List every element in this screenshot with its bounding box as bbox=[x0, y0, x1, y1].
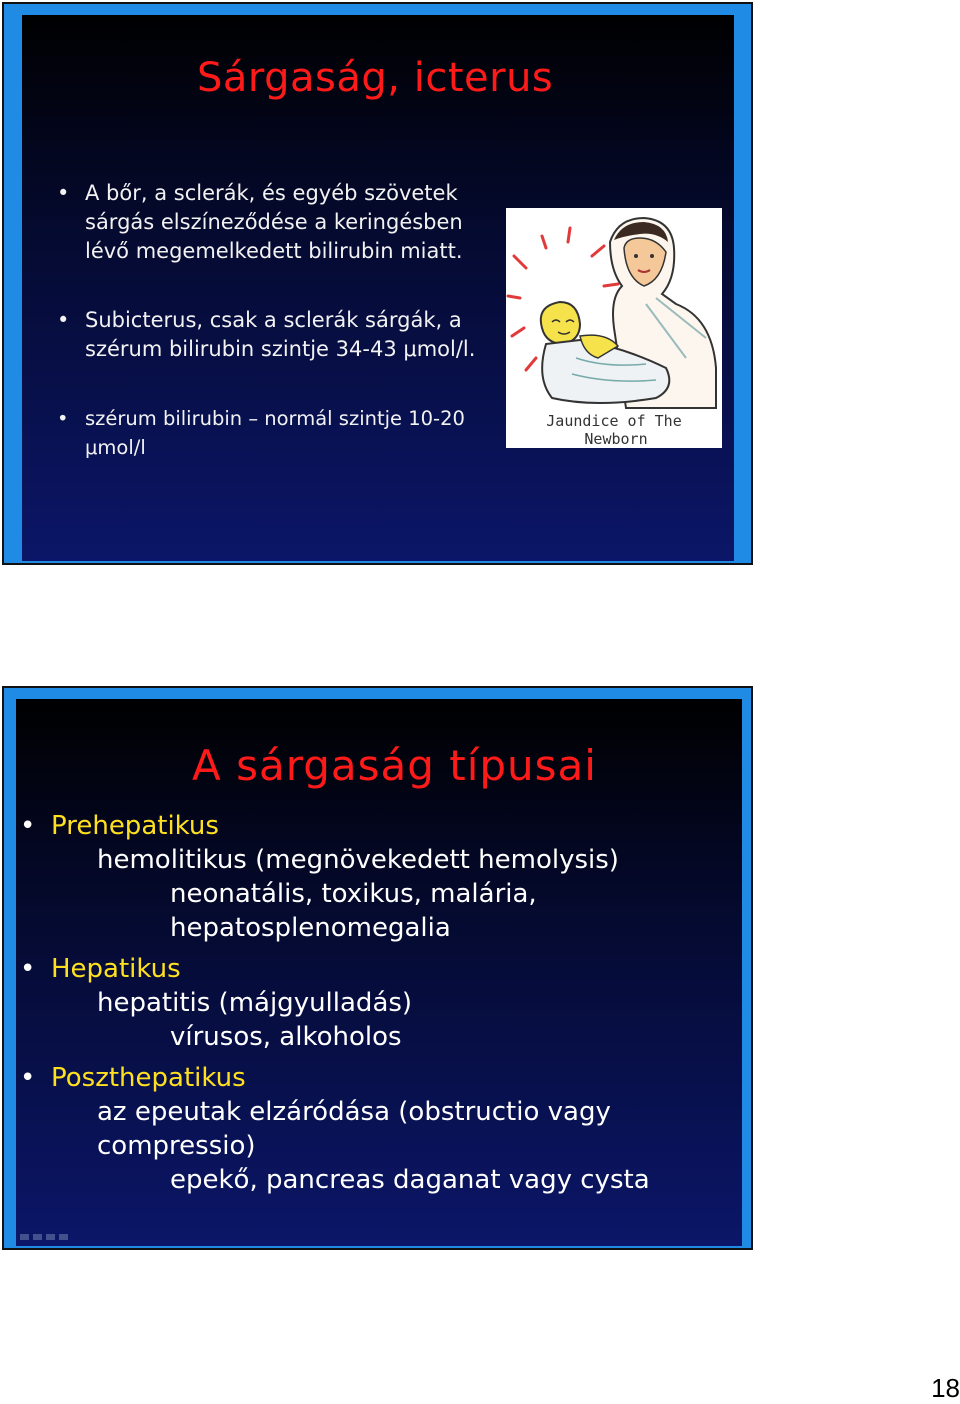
category-prehepatic bbox=[20, 809, 730, 843]
category-detail: hemolitikus (megnövekedett hemolysis) bbox=[97, 845, 619, 875]
slide-1 bbox=[2, 2, 753, 565]
category-subdetail: neonatális, toxikus, malária, bbox=[170, 879, 537, 909]
prev-slide-icon[interactable] bbox=[20, 1234, 29, 1240]
category-detail: compressio) bbox=[97, 1131, 256, 1161]
category-label: Poszthepatikus bbox=[51, 1063, 246, 1093]
pen-icon[interactable] bbox=[33, 1234, 42, 1240]
category-subdetail: hepatosplenomegalia bbox=[170, 913, 451, 943]
category-hepatic bbox=[20, 952, 730, 986]
category-detail: hepatitis (májgyulladás) bbox=[97, 988, 413, 1018]
bullet-dot-icon: • bbox=[57, 407, 69, 430]
bullet-dot-icon: • bbox=[20, 954, 36, 984]
category-detail: az epeutak elzáródása (obstructio vagy bbox=[97, 1097, 611, 1127]
mother-baby-drawing bbox=[506, 208, 722, 448]
category-subdetail: epekő, pancreas daganat vagy cysta bbox=[170, 1165, 650, 1195]
category-label: Hepatikus bbox=[51, 954, 181, 984]
caption-line-2: Newborn bbox=[584, 430, 648, 448]
next-slide-icon[interactable] bbox=[59, 1234, 68, 1240]
page-number: 18 bbox=[931, 1373, 960, 1403]
caption-line-1: Jaundice of The bbox=[546, 412, 682, 430]
category-label: Prehepatikus bbox=[51, 811, 219, 841]
slide-2-title: A sárgaság típusai bbox=[192, 741, 597, 790]
slide-1-title: Sárgaság, icterus bbox=[197, 55, 554, 101]
bullet-text: szérum bilirubin – normál szintje 10-20 μmol/l bbox=[85, 407, 465, 459]
category-subdetail: vírusos, alkoholos bbox=[170, 1022, 402, 1052]
bullet-item bbox=[57, 306, 507, 364]
bullet-text: A bőr, a sclerák, és egyéb szövetek sárgás elszíneződése a keringésben lévő megemelkedett bilirubin miatt. bbox=[85, 181, 463, 263]
slide-1-bullet-list bbox=[57, 179, 507, 502]
bullet-dot-icon: • bbox=[57, 308, 70, 332]
bullet-text: Subicterus, csak a sclerák sárgák, a szérum bilirubin szintje 34-43 μmol/l. bbox=[85, 308, 476, 361]
slideshow-controls bbox=[20, 1234, 68, 1240]
bullet-item bbox=[57, 179, 507, 266]
bullet-dot-icon: • bbox=[20, 1063, 36, 1093]
slide-2-background bbox=[16, 699, 742, 1246]
jaundice-newborn-illustration bbox=[506, 208, 722, 448]
category-posthepatic bbox=[20, 1061, 730, 1095]
bullet-dot-icon: • bbox=[20, 811, 36, 841]
slide-1-background bbox=[22, 15, 734, 561]
bullet-item bbox=[57, 404, 507, 462]
menu-icon[interactable] bbox=[46, 1234, 55, 1240]
bullet-dot-icon: • bbox=[57, 181, 70, 205]
slide-2 bbox=[2, 686, 753, 1250]
jaundice-types-list bbox=[20, 809, 730, 1197]
